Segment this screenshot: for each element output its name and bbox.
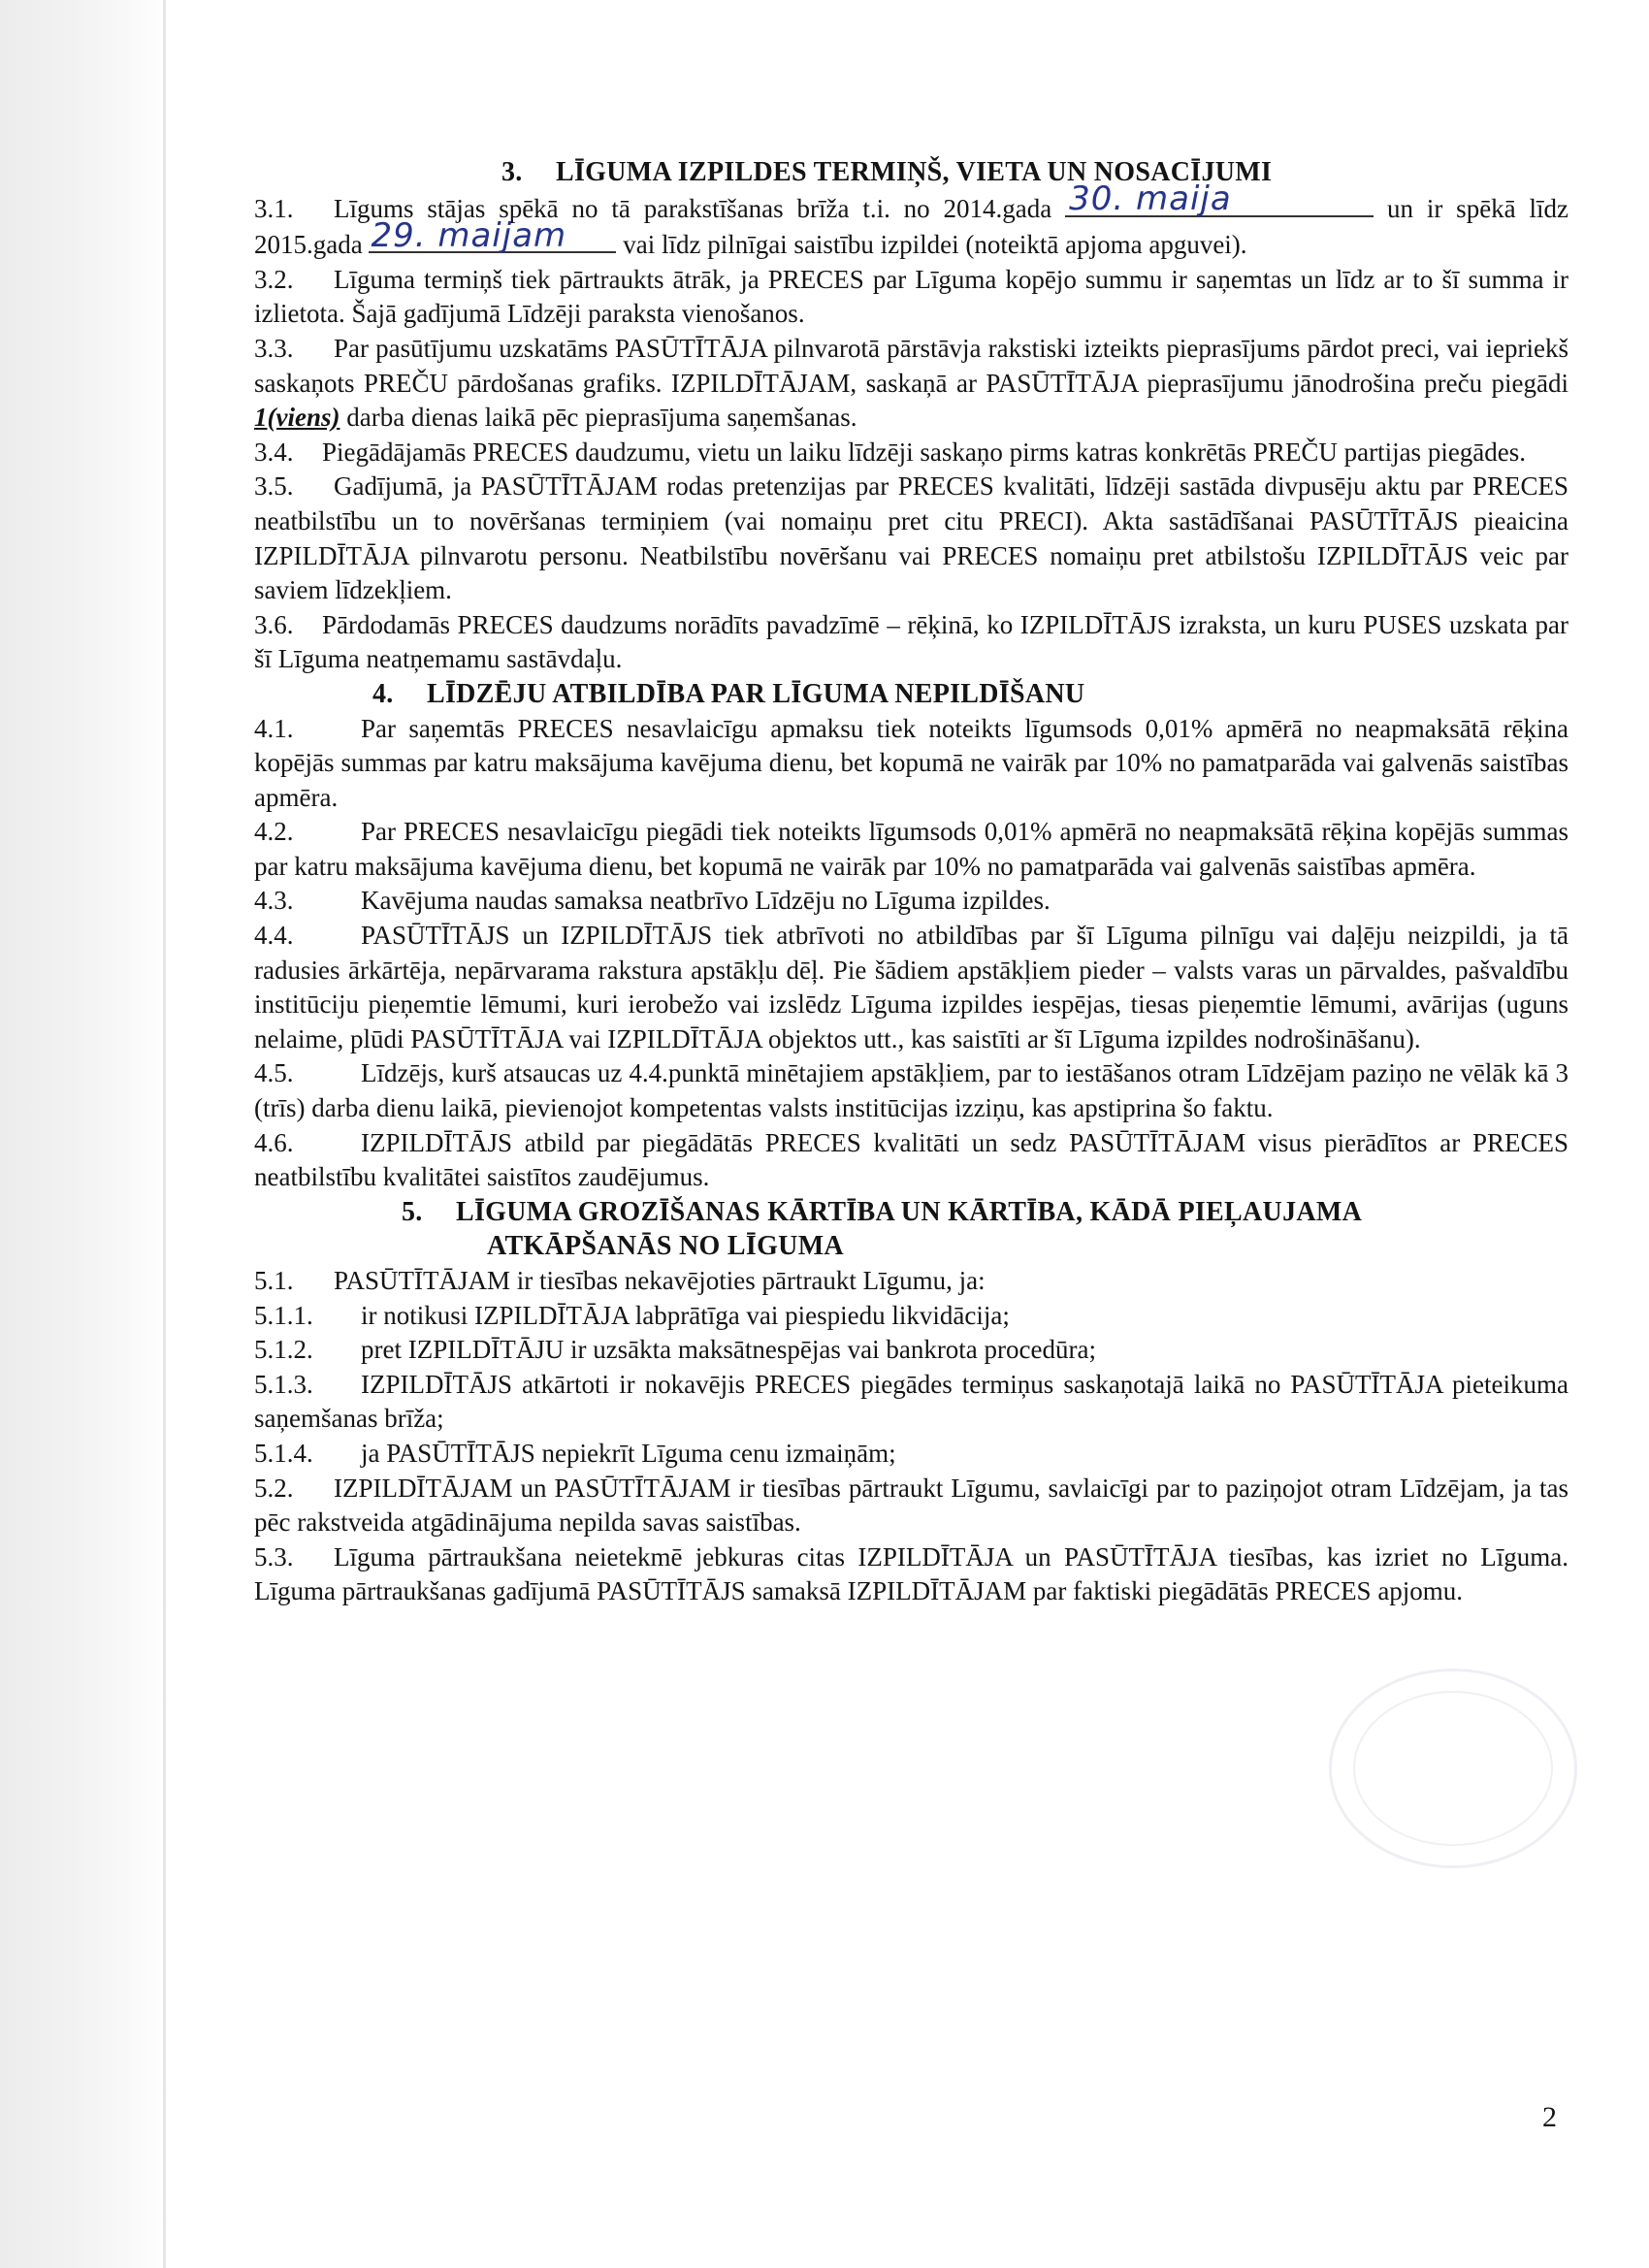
clause-4-2 xyxy=(254,815,1568,884)
clause-text: vai līdz pilnīgai saistību izpildei (noteiktā apjoma apguvei). xyxy=(623,230,1247,260)
clause-5-1-4 xyxy=(254,1437,1568,1472)
clause-4-5 xyxy=(254,1056,1568,1125)
clause-number: 3.4. xyxy=(254,437,294,467)
clause-number: 5.2. xyxy=(254,1473,294,1503)
scan-left-margin-shadow xyxy=(0,0,170,2268)
clause-number: 4.5. xyxy=(254,1058,294,1088)
clause-text: PASŪTĪTĀJAM ir tiesības nekavējoties pārtraukt Līgumu, ja: xyxy=(334,1266,986,1295)
clause-text: Līguma termiņš tiek pārtraukts ātrāk, ja PRECES par Līguma kopējo summu ir saņemtas un līdz ar to šī summa ir izlietota. Šajā gadījumā Līdzēji paraksta vienošanos. xyxy=(254,264,1568,329)
faint-stamp-bleedthrough xyxy=(1329,1669,1577,1868)
clause-text: ir notikusi IZPILDĪTĀJA labprātīga vai piespiedu likvidācija; xyxy=(361,1300,1010,1330)
section-5-heading-line-2 xyxy=(254,1229,1568,1264)
clause-text: Gadījumā, ja PASŪTĪTĀJAM rodas pretenzijas par PRECES kvalitāti, līdzēji sastāda divpusēju aktu par PRECES neatbilstību un to novēršanas termiņiem (vai nomaiņu pret citu PRECI). Akta sastādīšanai PASŪTĪTĀJS pieaicina IZPILDĪTĀJA pilnvarotu personu. Neatbilstību novēršanu vai PRECES nomaiņu pret atbilstošu IZPILDĪTĀJS veic par saviem līdzekļiem. xyxy=(254,471,1568,605)
section-3-heading xyxy=(254,155,1568,190)
clause-number: 3.6. xyxy=(254,609,294,639)
section-title: LĪGUMA GROZĪŠANAS KĀRTĪBA UN KĀRTĪBA, KĀDĀ PIEĻAUJAMA xyxy=(456,1196,1363,1227)
clause-number: 3.5. xyxy=(254,471,294,502)
clause-text: ja PASŪTĪTĀJS nepiekrīt Līguma cenu izmaiņām; xyxy=(361,1438,896,1468)
clause-text: Līgums stājas spēkā no tā parakstīšanas brīža t.i. no 2014.gada xyxy=(334,193,1052,223)
clause-number: 5.1. xyxy=(254,1266,294,1295)
clause-number: 4.2. xyxy=(254,817,294,847)
clause-5-1-3 xyxy=(254,1368,1568,1437)
clause-number: 5.1.2. xyxy=(254,1335,313,1365)
clause-4-6 xyxy=(254,1126,1568,1195)
clause-5-1-1 xyxy=(254,1299,1568,1334)
delivery-days-emphasis: 1(viens) xyxy=(254,403,340,433)
clause-5-1 xyxy=(254,1264,1568,1299)
clause-3-5 xyxy=(254,470,1568,607)
clause-number: 4.4. xyxy=(254,921,294,951)
clause-number: 3.1. xyxy=(254,193,294,223)
clause-5-2 xyxy=(254,1472,1568,1540)
section-4-heading xyxy=(254,677,1568,712)
clause-number: 5.1.4. xyxy=(254,1438,313,1468)
clause-text: Līdzējs, kurš atsaucas uz 4.4.punktā minētajiem apstākļiem, par to iestāšanos otram Līdzējam paziņo ne vēlāk kā 3 (trīs) darba dienu laikā, pievienojot kompetentas valsts institūcijas izziņu, kas apstiprina šo faktu. xyxy=(254,1058,1568,1123)
clause-4-3 xyxy=(254,884,1568,919)
scan-page-edge xyxy=(163,0,166,2268)
handwritten-end-date-field xyxy=(369,215,616,255)
section-number: 3. xyxy=(501,157,523,187)
clause-number: 5.1.3. xyxy=(254,1369,313,1399)
clause-number: 4.3. xyxy=(254,886,294,916)
clause-text: IZPILDĪTĀJS atkārtoti ir nokavējis PRECES piegādes termiņus saskaņotajā laikā no PASŪTĪTĀJA pieteikuma saņemšanas brīža; xyxy=(254,1369,1568,1434)
clause-text: Līguma pārtraukšana neietekmē jebkuras citas IZPILDĪTĀJA un PASŪTĪTĀJA tiesības, kas izriet no Līguma. Līguma pārtraukšanas gadījumā PASŪTĪTĀJS samaksā IZPILDĪTĀJAM par faktiski piegādātās PRECES apjomu. xyxy=(254,1541,1568,1606)
contract-page xyxy=(254,155,1568,1609)
clause-text: Piegādājamās PRECES daudzumu, vietu un laiku līdzēji saskaņo pirms katras konkrētās PREČU partijas piegādes. xyxy=(322,437,1527,467)
handwritten-start-date: 30. maija xyxy=(1069,179,1232,218)
section-number: 4. xyxy=(372,678,394,709)
clause-5-3 xyxy=(254,1540,1568,1609)
clause-3-2 xyxy=(254,263,1568,332)
clause-5-1-2 xyxy=(254,1333,1568,1368)
clause-text: IZPILDĪTĀJAM un PASŪTĪTĀJAM ir tiesības pārtraukt Līgumu, savlaicīgi par to paziņojot otram Līdzējam, ja tas pēc rakstveida atgādinājuma nepilda savas saistības. xyxy=(254,1473,1568,1538)
clause-text: Par pasūtījumu uzskatāms PASŪTĪTĀJA pilnvarotā pārstāvja rakstiski izteikts pieprasījums pārdot preci, vai iepriekš saskaņots PREČU pārdošanas grafiks. IZPILDĪTĀJAM, saskaņā ar PASŪTĪTĀJA pieprasījumu jānodrošina preču piegādi xyxy=(254,333,1568,398)
clause-3-6 xyxy=(254,608,1568,677)
clause-text: Par saņemtās PRECES nesavlaicīgu apmaksu tiek noteikts līgumsods 0,01% apmērā no neapmaksātā rēķina kopējās summas par katru maksājuma kavējuma dienu, bet kopumā ne vairāk par 10% no pamatparāda vai galvenās saistības apmēra. xyxy=(254,713,1568,812)
section-5-heading xyxy=(254,1195,1568,1230)
clause-text: PASŪTĪTĀJS un IZPILDĪTĀJS tiek atbrīvoti no atbildības par šī Līguma pilnīgu vai daļēju neizpildi, ja tā radusies ārkārtēja, nepārvarama rakstura apstākļu dēļ. Pie šādiem apstākļiem pieder – valsts varas un pārvaldes, pašvaldību institūciju pieņemtie lēmumi, kuri ierobežo vai izslēdz Līguma izpildes iespējas, tiesas pieņemtie lēmumi, avārijas (uguns nelaime, plūdi PASŪTĪTĀJA vai IZPILDĪTĀJA objektos utt., kas saistīti ar šī Līguma izpildes nodrošināšanu). xyxy=(254,921,1568,1053)
clause-number: 5.1.1. xyxy=(254,1300,313,1330)
clause-number: 4.1. xyxy=(254,713,294,743)
clause-number: 3.3. xyxy=(254,333,294,363)
clause-4-1 xyxy=(254,712,1568,816)
page-number: 2 xyxy=(1542,2101,1557,2133)
clause-text: Par PRECES nesavlaicīgu piegādi tiek noteikts līgumsods 0,01% apmērā no neapmaksātā rēķina kopējās summas par katru maksājuma kavējuma dienu, bet kopumā ne vairāk par 10% no pamatparāda vai galvenās saistības apmēra. xyxy=(254,817,1568,881)
clause-text: Pārdodamās PRECES daudzums norādīts pavadzīmē – rēķinā, ko IZPILDĪTĀJS izraksta, un kuru PUSES uzskata par šī Līguma neatņemamu sastāvdaļu. xyxy=(254,609,1568,674)
clause-text: pret IZPILDĪTĀJU ir uzsākta maksātnespējas vai bankrota procedūra; xyxy=(361,1335,1096,1365)
clause-text: un ir spēkā līdz 2015.gada xyxy=(254,193,1568,260)
clause-number: 5.3. xyxy=(254,1541,294,1571)
section-title-continued: ATKĀPŠANĀS NO LĪGUMA xyxy=(487,1231,844,1262)
section-title: LĪGUMA IZPILDES TERMIŅŠ, VIETA UN NOSACĪJUMI xyxy=(556,157,1273,187)
clause-text: IZPILDĪTĀJS atbild par piegādātās PRECES kvalitāti un sedz PASŪTĪTĀJAM visus pierādītos ar PRECES neatbilstību kvalitātei saistītos zaudējumus. xyxy=(254,1127,1568,1192)
clause-3-1 xyxy=(254,179,1568,263)
clause-3-4 xyxy=(254,436,1568,470)
handwritten-end-date: 29. maijam xyxy=(371,215,567,255)
handwritten-start-date-field xyxy=(1065,179,1374,218)
clause-number: 4.6. xyxy=(254,1127,294,1157)
clause-text: Kavējuma naudas samaksa neatbrīvo Līdzēju no Līguma izpildes. xyxy=(361,886,1051,916)
clause-number: 3.2. xyxy=(254,264,294,294)
section-number: 5. xyxy=(402,1196,423,1227)
clause-3-3 xyxy=(254,332,1568,436)
section-title: LĪDZĒJU ATBILDĪBA PAR LĪGUMA NEPILDĪŠANU xyxy=(427,678,1085,709)
clause-text: darba dienas laikā pēc pieprasījuma saņemšanas. xyxy=(346,403,857,433)
clause-4-4 xyxy=(254,919,1568,1056)
